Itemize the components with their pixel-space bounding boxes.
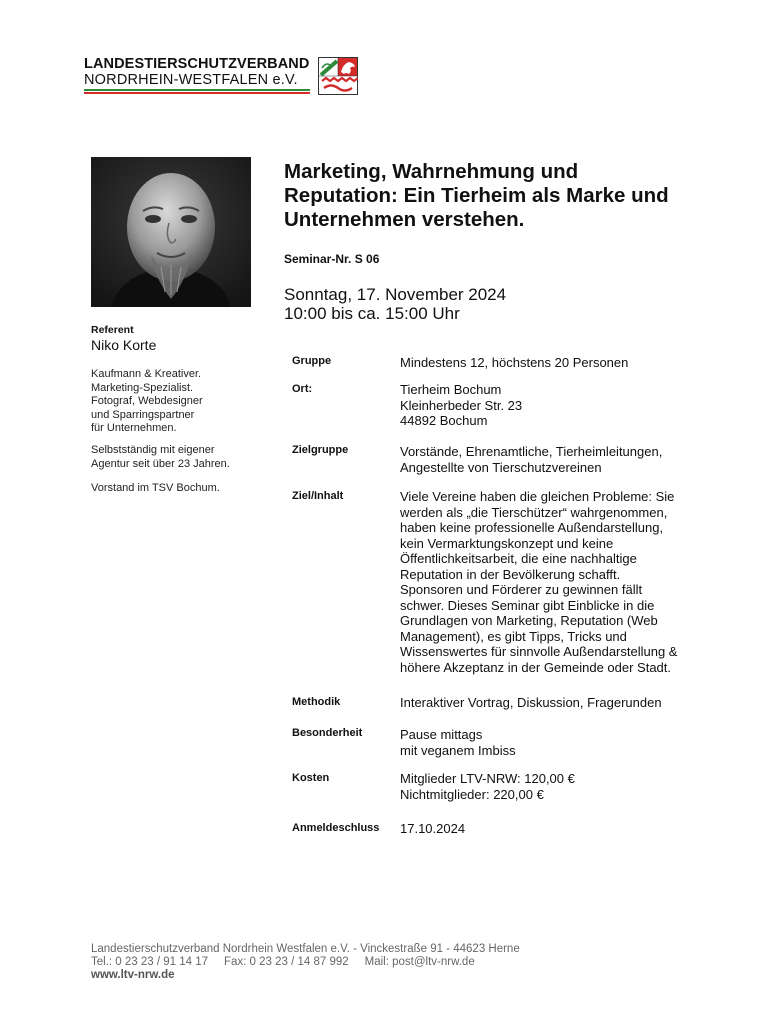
speaker-description-2 — [91, 444, 261, 471]
text-line: Angestellte von Tierschutzvereinen — [400, 459, 602, 475]
nrw-crest-icon — [318, 57, 358, 95]
detail-label-methodik: Methodik — [292, 696, 341, 708]
text-line: höhere Akzeptanz in der Gemeinde oder Stadt. — [400, 659, 672, 675]
detail-value-anmeldeschluss — [400, 821, 710, 837]
detail-label-kosten: Kosten — [292, 772, 330, 784]
detail-value-ziel-inhalt — [400, 489, 710, 675]
text-line: Mitglieder LTV-NRW: 120,00 € — [400, 771, 575, 786]
text-line: werden als „die Tierschützer“ wahrgenommen, — [400, 504, 668, 520]
detail-value-kosten — [400, 771, 710, 802]
footer-address: Landestierschutzverband Nordrhein Westfalen e.V. - Vinckestraße 91 - 44623 Herne — [91, 943, 520, 955]
text-line: Kaufmann & Kreativer. — [91, 368, 202, 380]
text-line: Pause mittags — [400, 727, 483, 742]
detail-label-besonderheit: Besonderheit — [292, 727, 363, 739]
text-line: Mindestens 12, höchstens 20 Personen — [400, 355, 629, 370]
detail-value-zielgruppe — [400, 444, 710, 475]
detail-label-ort: Ort: — [292, 383, 313, 395]
detail-value-methodik — [400, 695, 710, 711]
text-line: Fotograf, Webdesigner — [91, 395, 203, 407]
seminar-date: Sonntag, 17. November 2024 — [284, 285, 507, 304]
detail-label-anmeldeschluss: Anmeldeschluss — [292, 822, 380, 834]
speaker-name: Niko Korte — [91, 337, 157, 353]
detail-label-zielgruppe: Zielgruppe — [292, 444, 349, 456]
text-line: schwer. Dieses Seminar gibt Einblicke in die — [400, 597, 655, 613]
text-line: Nichtmitglieder: 220,00 € — [400, 786, 544, 802]
seminar-title: Marketing, Wahrnehmung und Reputation: Ein Tierheim als Marke und Unternehmen verstehen. — [284, 160, 669, 231]
text-line: Reputation in der Bevölkerung schafft. — [400, 566, 621, 582]
text-line: Marketing-Spezialist. — [91, 381, 194, 394]
org-name-line2: NORDRHEIN-WESTFALEN e.V. — [84, 72, 298, 88]
speaker-portrait — [91, 157, 251, 307]
text-line: 44892 Bochum — [400, 413, 488, 428]
text-line: mit veganem Imbiss — [400, 742, 516, 758]
org-name-line1: LANDESTIERSCHUTZVERBAND — [84, 56, 310, 72]
text-line: Grundlagen von Marketing, Reputation (Web — [400, 613, 658, 628]
footer-contact: Tel.: 0 23 23 / 91 14 17 Fax: 0 23 23 / 14 87 992 Mail: post@ltv-nrw.de — [91, 956, 475, 968]
detail-value-besonderheit — [400, 727, 710, 758]
logo-stripe-red — [84, 92, 310, 94]
text-line: Vorstände, Ehrenamtliche, Tierheimleitungen, — [400, 444, 663, 459]
footer-website-link[interactable]: www.ltv-nrw.de — [91, 969, 175, 981]
text-line: Kleinherbeder Str. 23 — [400, 397, 523, 413]
speaker-description-3 — [91, 482, 261, 496]
detail-value-gruppe — [400, 355, 710, 371]
text-line: Viele Vereine haben die gleichen Probleme: Sie — [400, 489, 675, 504]
speaker-description-1 — [91, 368, 261, 436]
text-line: 17.10.2024 — [400, 821, 466, 836]
text-line: Management), es gibt Tipps, Tricks und — [400, 628, 627, 644]
text-line: Interaktiver Vortrag, Diskussion, Fragerunden — [400, 695, 662, 710]
text-line: Wissenswertes für sinnvolle Außendarstellung & — [400, 644, 678, 659]
text-line: Selbstständig mit eigener — [91, 444, 215, 456]
text-line: haben keine professionelle Außendarstellung, — [400, 520, 664, 535]
text-line: Vorstand im TSV Bochum. — [91, 482, 220, 494]
detail-label-gruppe: Gruppe — [292, 355, 332, 367]
text-line: und Sparringspartner — [91, 408, 195, 421]
text-line: Agentur seit über 23 Jahren. — [91, 457, 230, 470]
text-line: Sponsoren und Förderer zu gewinnen fällt — [400, 582, 643, 597]
text-line: für Unternehmen. — [91, 422, 177, 434]
detail-value-ort — [400, 382, 710, 429]
text-line: kein Vermarktungskonzept und keine — [400, 535, 614, 551]
seminar-time: 10:00 bis ca. 15:00 Uhr — [284, 304, 460, 323]
text-line: Öffentlichkeitsarbeit, die eine nachhaltige — [400, 551, 637, 566]
seminar-number: Seminar-Nr. S 06 — [284, 252, 380, 266]
speaker-label: Referent — [91, 324, 134, 336]
text-line: Tierheim Bochum — [400, 382, 502, 397]
detail-label-ziel-inhalt: Ziel/Inhalt — [292, 490, 344, 502]
